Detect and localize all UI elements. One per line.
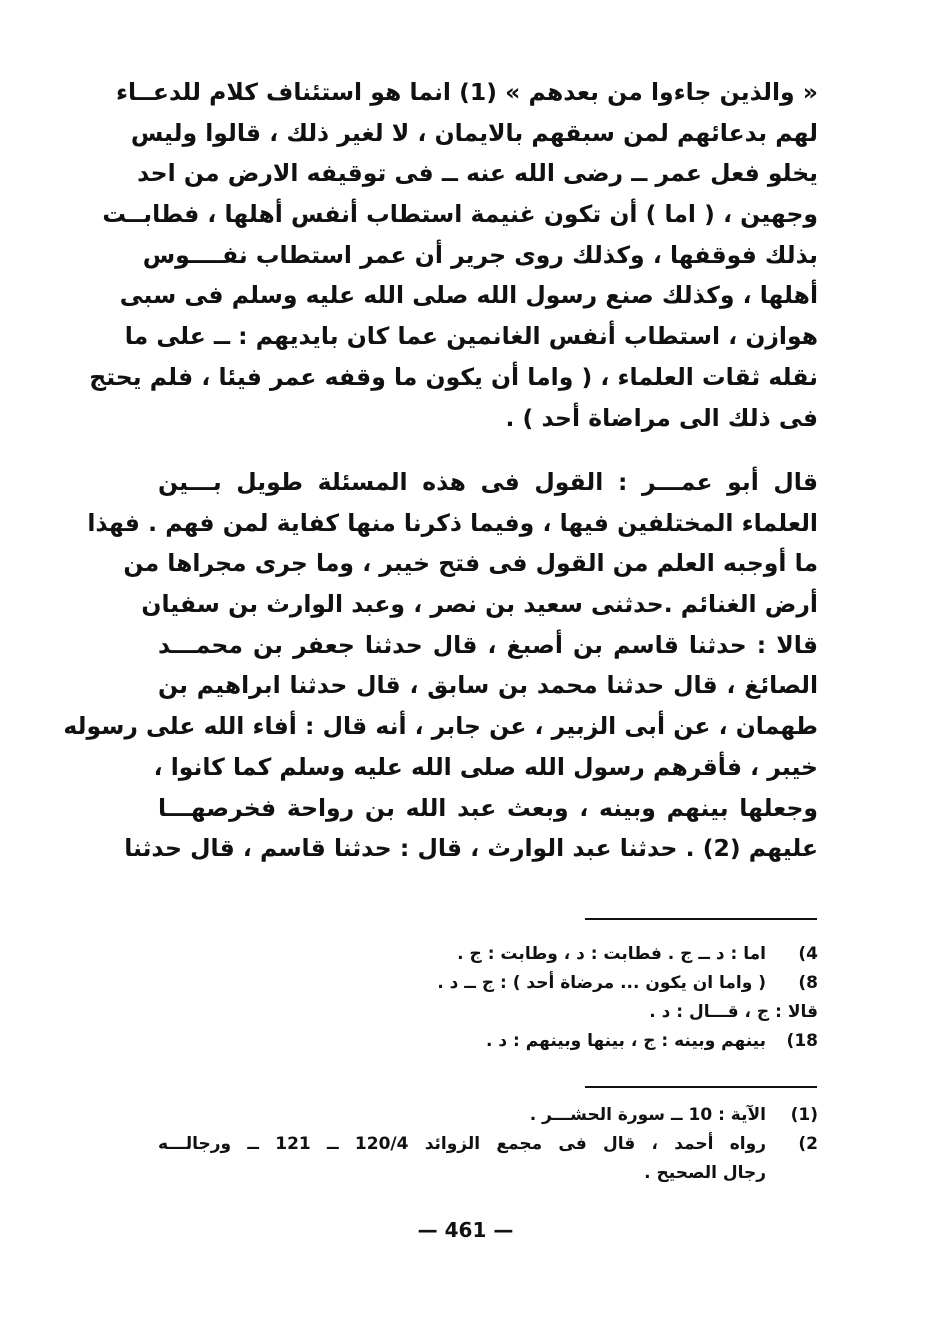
footnote-number: 8): [798, 973, 818, 993]
footnote-text: ( واما ان يكون ... مرضاة أحد ) : ج ــ د .: [437, 973, 766, 993]
text-line: أرض الغنائم .حدثنى سعيد بن نصر ، وعبد الوارث بن سفيان: [141, 590, 818, 619]
text-line: عليهم (2) . حدثنا عبد الوارث ، قال : حدثنا قاسم ، قال حدثنا: [124, 834, 818, 863]
footnote: [158, 1101, 818, 1130]
footnote: [158, 1130, 818, 1188]
text-line: طهمان ، عن أبى الزبير ، عن جابر ، أنه قال : أفاء الله على رسوله: [63, 712, 818, 741]
footnote-continuation: [158, 998, 818, 1027]
text-line: خيبر ، فأقرهم رسول الله صلى الله عليه وسلم كما كانوا ،: [153, 752, 818, 781]
text-line: الصائغ ، قال حدثنا محمد بن سابق ، قال حدثنا ابراهيم بن: [158, 671, 818, 700]
text-line: وجهين ، ( اما ) أن تكون غنيمة استطاب أنفس أهلها ، فطابــت: [102, 200, 818, 229]
footnote-text: بينهم وبينه : ج ، بينها وبينهم : د .: [486, 1031, 766, 1051]
text-line: لهم بدعائهم لمن سبقهم بالايمان ، لا لغير ذلك ، قالوا وليس: [130, 118, 818, 147]
footnote-text: رواه أحمد ، قال فى مجمع الزوائد 120/4 ــ 121 ــ ورجالـــه: [158, 1134, 766, 1154]
text-line: قال أبو عمـــر : القول فى هذه المسئلة طويل بـــين: [158, 468, 818, 496]
footnote: [158, 940, 818, 969]
text-line: نقله ثقات العلماء ، ( واما أن يكون ما وقفه عمر فيئا ، فلم يحتج: [89, 362, 818, 391]
text-line: العلماء المختلفين فيها ، وفيما ذكرنا منها كفاية لمن فهم . فهذا: [87, 508, 818, 537]
paragraph-1: [89, 72, 818, 438]
source-notes: [158, 1101, 818, 1188]
footnote-text: اما : د ــ ج . فطابت : د ، وطابت : ج .: [457, 944, 766, 964]
text-line: هوازن ، استطاب أنفس الغانمين عما كان بايديهم : ــ على ما: [124, 322, 818, 351]
text-line: بذلك فوقفها ، وكذلك روى جرير أن عمر استطاب نفــــوس: [142, 240, 818, 269]
footnote-number: (1): [790, 1105, 818, 1125]
footnote-divider: [585, 1086, 817, 1088]
text-line: يخلو فعل عمر ــ رضى الله عنه ــ فى توقيفه الارض من احد: [137, 159, 818, 188]
text-line: وجعلها بينهم وبينه ، وبعث عبد الله بن رواحة فخرصهـــا: [158, 793, 818, 822]
footnote-text: رجال الصحيح .: [644, 1163, 766, 1183]
paragraph-2: [63, 462, 818, 869]
text-line: أهلها ، وكذلك صنع رسول الله صلى الله عليه وسلم فى سبى: [119, 281, 818, 310]
text-line: فى ذلك الى مراضاة أحد ) .: [505, 403, 818, 432]
footnote-text: الآية : 10 ــ سورة الحشـــر .: [529, 1105, 766, 1125]
text-line: قالا : حدثنا قاسم بن أصبغ ، قال حدثنا جعفر بن محمـــد: [158, 630, 818, 659]
page-number: — 461 —: [417, 1218, 514, 1242]
footnote-number: 2): [798, 1134, 818, 1154]
footnote-number: 18): [786, 1031, 818, 1051]
footnote-number: 4): [798, 944, 818, 964]
editorial-notes: [158, 940, 818, 1056]
footnote: [158, 1027, 818, 1056]
text-line: ما أوجبه العلم من القول فى فتح خيبر ، وما جرى مجراها من: [123, 549, 818, 578]
footnote-body: [158, 1130, 766, 1188]
footnote-text: قالا : ج ، قـــال : د .: [649, 1002, 818, 1022]
text-line: « والذين جاءوا من بعدهم » (1) انما هو استئناف كلام للدعــاء: [116, 78, 818, 106]
footnote: [158, 969, 818, 998]
footnote-divider: [585, 918, 817, 920]
